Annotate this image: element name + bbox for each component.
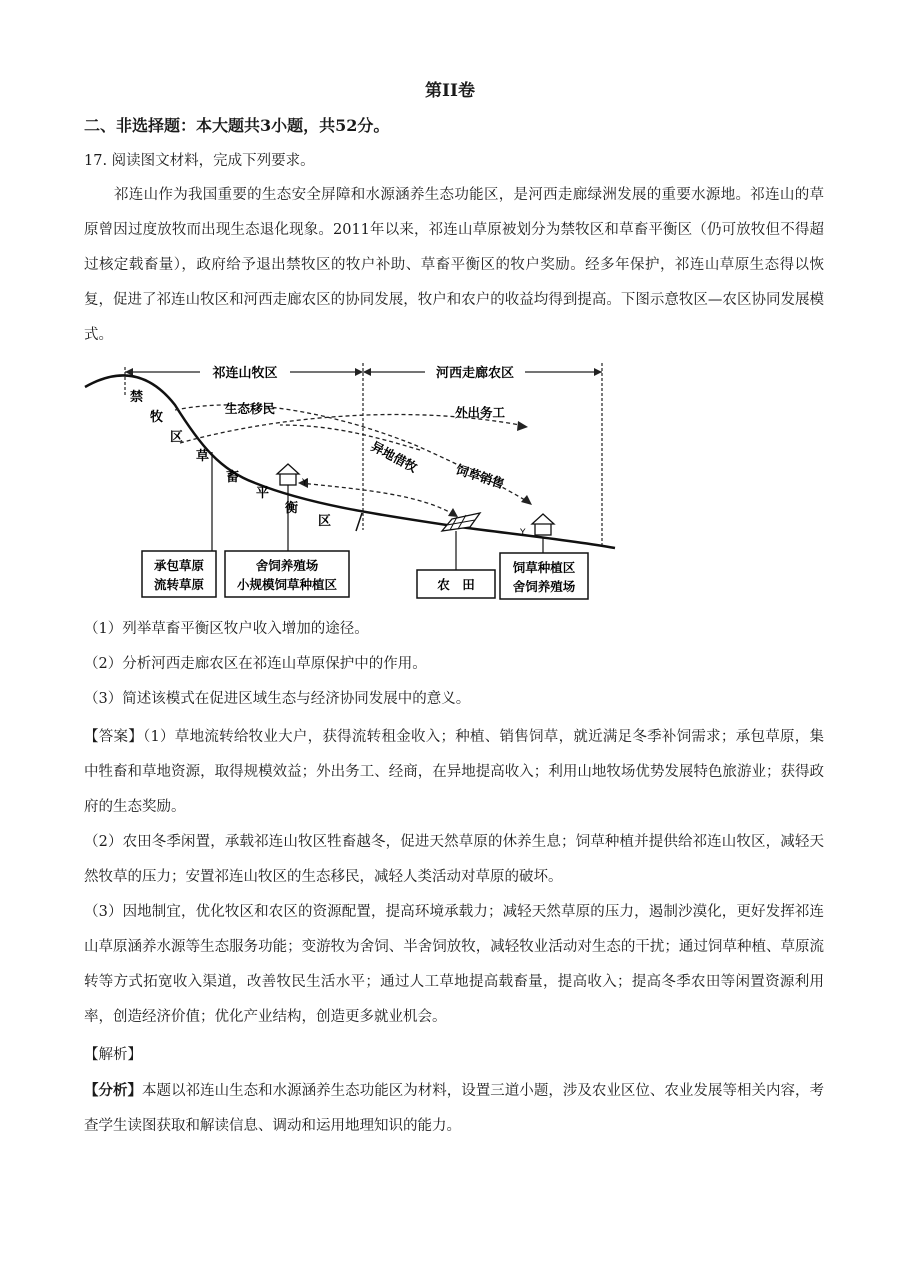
- box-farmland: [417, 570, 495, 598]
- svg-text:饲草种植区: 饲草种植区: [512, 560, 576, 575]
- svg-text:舍饲养殖场: 舍饲养殖场: [512, 579, 576, 594]
- flow-migration-label: 生态移民: [225, 401, 276, 416]
- box-feedlot: [225, 551, 349, 597]
- answer-label: 【答案】: [84, 729, 144, 745]
- svg-text:平: 平: [256, 486, 270, 501]
- question-passage: 祁连山作为我国重要的生态安全屏障和水源涵养生态功能区，是河西走廊绿洲发展的重要水源地。祁连山的草原曾因过度放牧而出现生态退化现象。2011年以来，祁连山草原被划分为禁牧区和草畜平衡区（仍可放牧但不得超过核定载畜量），政府给予退出禁牧区的牧户补助、草畜平衡区的牧户奖励。经多年保护，祁连山草原生态得以恢复，促进了祁连山牧区和河西走廊农区的协同发展，牧户和农户的收益均得到提高。下图示意牧区—农区协同发展模式。: [84, 187, 824, 343]
- answer-2: （2）农田冬季闲置，承载祁连山牧区牲畜越冬，促进天然草原的休养生息；饲草种植并提供给祁连山牧区，减轻天然牧草的压力；安置祁连山牧区的生态移民，减轻人类活动对草原的破坏。: [84, 834, 824, 885]
- flow-grazing-label: 异地借牧: [368, 438, 420, 476]
- svg-text:牧: 牧: [150, 410, 164, 425]
- sub-question-3: （3）简述该模式在促进区域生态与经济协同发展中的意义。: [84, 691, 471, 707]
- section-title: 二、非选择题：本大题共3小题，共52分。: [84, 116, 390, 135]
- flow-forage-arrow: [280, 425, 420, 450]
- volume-title: 第II卷: [425, 81, 475, 101]
- svg-text:舍饲养殖场: 舍饲养殖场: [255, 558, 319, 573]
- flow-work-label: 外出务工: [455, 405, 506, 420]
- flow-forage-label: 饲草销售: [454, 461, 507, 492]
- svg-text:禁: 禁: [130, 390, 144, 405]
- analysis-label: 【解析】: [84, 1047, 142, 1063]
- sub-question-1: （1）列举草畜平衡区牧户收入增加的途径。: [84, 621, 369, 637]
- house-icon: [519, 514, 554, 538]
- svg-text:农 田: 农 田: [437, 577, 475, 592]
- fenxi-text: 本题以祁连山生态和水源涵养生态功能区为材料，设置三道小题，涉及农业区位、农业发展等相关内容，考查学生读图获取和解读信息、调动和运用地理知识的能力。: [84, 1083, 825, 1134]
- box-contract-grassland: [142, 551, 216, 597]
- answer-block: [84, 720, 824, 1035]
- svg-text:草: 草: [196, 449, 210, 464]
- fenxi-label: 【分析】: [84, 1082, 143, 1099]
- box-forage-area: [500, 553, 588, 599]
- sub-question-2: （2）分析河西走廊农区在祁连山草原保护中的作用。: [84, 656, 427, 672]
- svg-text:承包草原: 承包草原: [153, 558, 205, 573]
- pastoral-farming-diagram: [80, 355, 620, 605]
- svg-text:区: 区: [170, 430, 184, 445]
- answer-1: （1）草地流转给牧业大户，获得流转租金收入；种植、销售饲草，就近满足冬季补饲需求；承包草原，集中牲畜和草地资源，取得规模效益；外出务工、经商，在异地提高收入；利用山地牧场优势发展特色旅游业；获得政府的生态奖励。: [84, 729, 824, 815]
- region-farming-label: 河西走廊农区: [435, 366, 515, 381]
- house-icon: [277, 464, 308, 488]
- svg-text:畜: 畜: [226, 470, 240, 485]
- svg-text:衡: 衡: [285, 501, 299, 516]
- svg-text:小规模饲草种植区: 小规模饲草种植区: [236, 577, 338, 592]
- svg-text:Y: Y: [302, 478, 308, 488]
- region-pastoral-label: 祁连山牧区: [212, 366, 278, 381]
- analysis-block: [84, 1038, 824, 1144]
- answer-3: （3）因地制宜，优化牧区和农区的资源配置，提高环境承载力；减轻天然草原的压力，遏制沙漠化，更好发挥祁连山草原涵养水源等生态服务功能；变游牧为舍饲、半舍饲放牧，减轻牧业活动对生态的干扰；通过饲草种植、草原流转等方式拓宽收入渠道，改善牧民生活水平；通过人工草地提高载畜量，提高收入；提高冬季农田等闲置资源利用率，创造经济价值；优化产业结构，创造更多就业机会。: [84, 904, 824, 1025]
- sub-questions: [84, 612, 824, 717]
- question-intro: 17. 阅读图文材料，完成下列要求。: [84, 153, 315, 169]
- svg-text:区: 区: [318, 514, 332, 529]
- svg-text:Y: Y: [520, 528, 526, 538]
- svg-text:流转草原: 流转草原: [153, 577, 205, 592]
- flow-grazing-arrow: [300, 483, 455, 515]
